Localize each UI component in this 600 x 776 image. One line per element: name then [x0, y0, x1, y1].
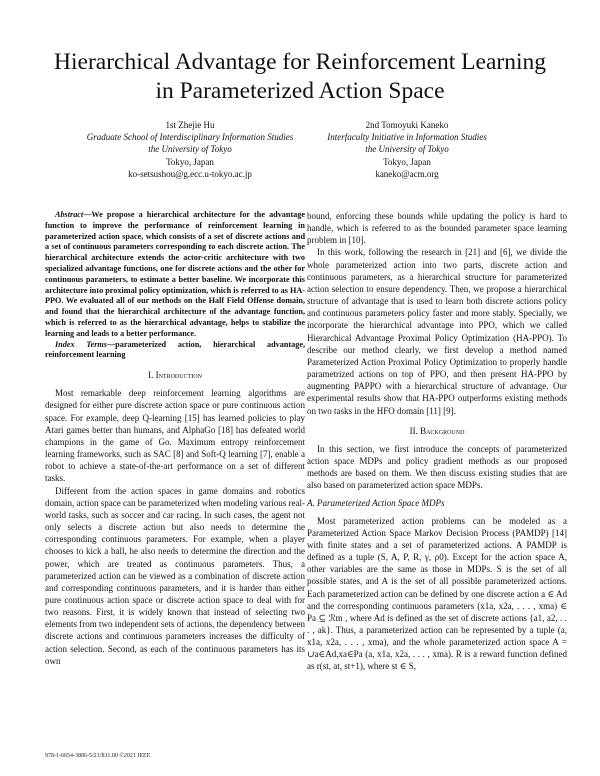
author-affiliation: Graduate School of Interdisciplinary Information Studies: [86, 132, 294, 143]
abstract: [45, 210, 305, 340]
right-column: [307, 210, 567, 673]
paper-title: [20, 48, 580, 106]
section-heading-introduction: I. Introduction: [148, 370, 202, 381]
author-university: the University of Tokyo: [148, 144, 232, 155]
paragraph: In this section, we first introduce the concepts of parameterized action space MDPs and policy gradient methods as our proposed methods are based on them. We then discuss existing studies that are also based on parameterized action space MDPs.: [307, 443, 567, 491]
left-column: [45, 210, 305, 667]
paragraph: Most remarkable deep reinforcement learning algorithms are designed for either pure discrete action space or pure continuous action space. For example, deep Q-learning [15] has learned policies to play Atari games better than humans, and AlphaGo [18] has defeated world champions in the game of Go. Maximum entropy reinforcement learning frameworks, such as SAC [8] and Soft-Q learning [7], enable a robot to achieve a state-of-the-art performance on a set of different tasks.: [45, 388, 305, 484]
index-terms-label: Index Terms: [55, 339, 107, 349]
abstract-text: —We propose a hierarchical architecture for the advantage function to improve the performance of reinforcement learning in parameterized action space, which consists of a set of discrete actions and a set of continuous parameters corresponding to each discrete action. The hierarchical architecture extends the actor-critic architecture with two specialized advantage functions, one for discrete actions and the other for continuous parameters, to estimate a better baseline. We incorporate this architecture into proximal policy optimization, which is referred to as HA-PPO. We evaluated all of our methods on the Half Field Offense domain, and found that the hierarchical architecture of the advantage function, which is referred to as the hierarchical advantage, helps to stabilize the learning and leads to a better performance.: [45, 210, 305, 338]
author-city: Tokyo, Japan: [383, 156, 431, 167]
author-name: 2nd Tomoyuki Kaneko: [365, 120, 449, 130]
author-city: Tokyo, Japan: [166, 156, 214, 167]
abstract-label: Abstract: [55, 210, 84, 219]
author-email: kaneko@acm.org: [375, 168, 439, 179]
author-affiliation: Interfaculty Initiative in Information Studies: [327, 132, 487, 143]
section-heading-background: II. Background: [409, 425, 465, 436]
copyright-footer: 978-1-6654-3886-5/21/$31.00 ©2021 IEEE: [45, 753, 151, 759]
paragraph: Most parameterized action problems can be modeled as a Parameterized Action Space Markov Decision Process (PAMDP) [14] with finite states and a set of parameterized actions. A PAMDP is defined as a tuple (S, A, P, R, γ, ρ0). Except for the action space A, other variables are the same as those in MDPs. S is the set of all possible states, and A is the set of all possible parameterized actions. Each parameterized action can be defined by one discrete action a ∈ Ad and the corresponding continuous parameters (x1a, x2a, . . . , xma) ∈ Pa ⊆ ℛm , where Ad is defined as the set of discrete actions {a1, a2, . . . , ak}. Thus, a parameterized action can be represented by a tuple (a, x1a, x2a, . . . , xma), and the whole parameterized action space A = ∪a∈Ad,xa∈Pa (a, x1a, x2a, . . . , xma). R is a reward function defined as r(st, at, st+1), where st ∈ S,: [307, 515, 567, 672]
subsection-heading: A. Parameterized Action Space MDPs: [307, 498, 445, 509]
title-line-2: in Parameterized Action Space: [155, 78, 445, 104]
author-name: 1st Zhejie Hu: [165, 120, 215, 130]
index-terms: [45, 340, 305, 362]
index-terms-text: —parameterized action, hierarchical advantage, reinforcement learning: [45, 339, 306, 360]
author-university: the University of Tokyo: [365, 144, 449, 155]
author-email: ko-setsushou@g.ecc.u-tokyo.ac.jp: [128, 168, 252, 179]
paragraph: In this work, following the research in [21] and [6], we divide the whole parameterized action into two parts, discrete action and continuous parameters, as a hierarchical structure for parameterized action selection to ensure dependency. Then, we propose a hierarchical structure of advantage that is used to learn both discrete actions policy and continuous parameters policy faster and more stably. Specially, we incorporate the hierarchical advantage into PPO, which we called Hierarchical Advantage Proximal Policy Optimization (HA-PPO). To describe our method clearly, we first develop a method named Parameterized Action Proximal Policy Optimization to properly handle parametrized actions on top of PPO, and then present HA-PPO by augmenting PAPPO with a hierarchical structure of advantage. Our experimental results show that HA-PPO outperforms existing methods on two tasks in the HFO domain [11] [9].: [307, 247, 567, 416]
title-line-1: Hierarchical Advantage for Reinforcement Learning: [54, 49, 546, 75]
author-block-2: [272, 119, 542, 180]
paragraph: Different from the action spaces in game domains and robotics domain, action space can be parameterized when modeling various real-world tasks, such as soccer and car racing. In such cases, the agent not only selects a discrete action but also needs to determine the corresponding continuous parameters. For example, when a player chooses to kick a ball, he also needs to determine the direction and the power, which are treated as continuous parameters. Thus, a parameterized action can be viewed as a combination of discrete action and corresponding continuous parameters, and it is harder than either pure continuous action space or discrete action space to deal with for two reasons. First, it is widely known that instead of selecting two elements from two independent sets of actions, the dependency between discrete actions and continuous parameters increases the difficulty of action selection. Second, as each of the continuous parameters has its own: [45, 485, 305, 666]
paragraph: bound, enforcing these bounds while updating the policy is hard to handle, which is referred to as the bounded parameter space learning problem in [10].: [307, 211, 567, 246]
